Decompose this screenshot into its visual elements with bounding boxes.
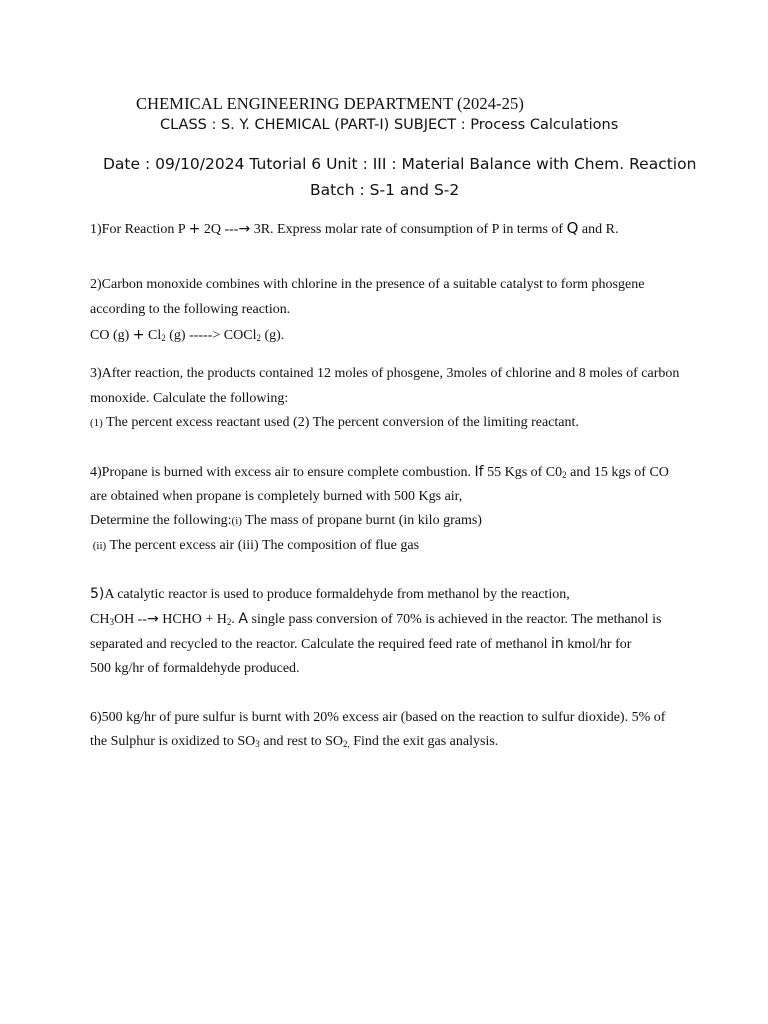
item-number: (ii) (90, 540, 107, 552)
arrow-icon: → (147, 611, 159, 627)
question-2-line-1: 2)Carbon monoxide combines with chlorine in the presence of a suitable catalyst to form phosgene (90, 277, 645, 292)
q6-text: the Sulphur is oxidized to SO (90, 734, 256, 749)
plus-symbol: + (132, 327, 145, 343)
subscript: 2 (562, 470, 567, 480)
q5-text: separated and recycled to the reactor. Calculate the required feed rate of methanol (90, 637, 551, 652)
q4-text: 4)Propane is burned with excess air to ensure complete combustion. (90, 465, 475, 480)
q4-text: If (474, 464, 484, 480)
q4-text: and 15 kgs of CO (566, 465, 669, 480)
q5-text: single pass conversion of 70% is achieved in the reactor. The methanol is (248, 612, 662, 627)
q1-text: 2Q --- (200, 222, 239, 237)
eq-text: CO (g) (90, 328, 133, 343)
plus-symbol: + (188, 221, 201, 237)
question-2-line-2: according to the following reaction. (90, 302, 291, 317)
q1-variable: Q (566, 219, 579, 237)
question-6-line-1: 6)500 kg/hr of pure sulfur is burnt with 20% excess air (based on the reaction to sulfur dioxide). 5% of (90, 710, 666, 725)
q4-text: The percent excess air (iii) The composition of flue gas (106, 538, 420, 553)
batch-line: Batch : S-1 and S-2 (310, 181, 460, 199)
department-title: CHEMICAL ENGINEERING DEPARTMENT (2024-25) (136, 94, 524, 113)
class-subject-line: CLASS : S. Y. CHEMICAL (PART-I) SUBJECT : Process Calculations (160, 117, 619, 133)
q4-text: The mass of propane burnt (in kilo grams) (241, 513, 482, 528)
question-4-line-2: are obtained when propane is completely burned with 500 Kgs air, (90, 489, 463, 504)
q5-text: kmol/hr for (563, 637, 632, 652)
date-tutorial-line: Date : 09/10/2024 Tutorial 6 Unit : III : Material Balance with Chem. Reaction (103, 155, 697, 173)
q6-text: Find the exit gas analysis. (349, 734, 499, 749)
question-4-line-4 (90, 538, 419, 554)
subscript: 3 (109, 617, 114, 627)
item-text: The percent excess reactant used (2) The percent conversion of the limiting reactant. (102, 415, 579, 430)
question-6-line-2 (90, 734, 498, 750)
q5-text: OH -- (113, 612, 147, 627)
question-5-line-2 (90, 611, 661, 628)
eq-text: (g). (260, 328, 285, 343)
q5-text: CH (90, 612, 110, 627)
question-5-line-4: 500 kg/hr of formaldehyde produced. (90, 661, 300, 676)
q6-text: and rest to SO (259, 734, 343, 749)
subscript: 2 (161, 333, 166, 343)
question-3-line-1: 3)After reaction, the products contained 12 moles of phosgene, 3moles of chlorine and 8 moles of carbon (90, 366, 680, 381)
item-number: (i) (231, 515, 242, 527)
subscript: 2 (256, 333, 261, 343)
q4-text: 55 Kgs of C0 (483, 465, 563, 480)
q5-text: . (231, 612, 239, 627)
q1-text: and R. (578, 222, 619, 237)
q5-text: in (551, 636, 564, 652)
question-number: 5) (90, 586, 105, 602)
q5-text: A catalytic reactor is used to produce formaldehyde from methanol by the reaction, (104, 587, 570, 602)
arrow-icon: → (238, 221, 251, 237)
q5-text: A (238, 611, 248, 627)
question-3-line-2: monoxide. Calculate the following: (90, 391, 289, 406)
question-2-equation (90, 327, 284, 344)
eq-text: (g) -----> COCl (165, 328, 257, 343)
q1-text: 3R. Express molar rate of consumption of P in terms of (250, 222, 567, 237)
question-5-line-1 (90, 586, 570, 603)
question-5-line-3 (90, 636, 631, 653)
q5-text: HCHO + H (158, 612, 227, 627)
subscript: 3 (255, 739, 260, 749)
question-4-line-3 (90, 513, 482, 529)
q4-text: Determine the following: (90, 513, 232, 528)
item-number: (1) (90, 417, 103, 429)
question-4-line-1 (90, 464, 669, 481)
q1-text: 1)For Reaction P (90, 222, 189, 237)
question-3-line-3 (90, 415, 579, 431)
eq-text: Cl (144, 328, 162, 343)
question-1 (90, 219, 618, 238)
subscript: 2 (226, 617, 232, 627)
subscript: 2, (343, 739, 350, 749)
